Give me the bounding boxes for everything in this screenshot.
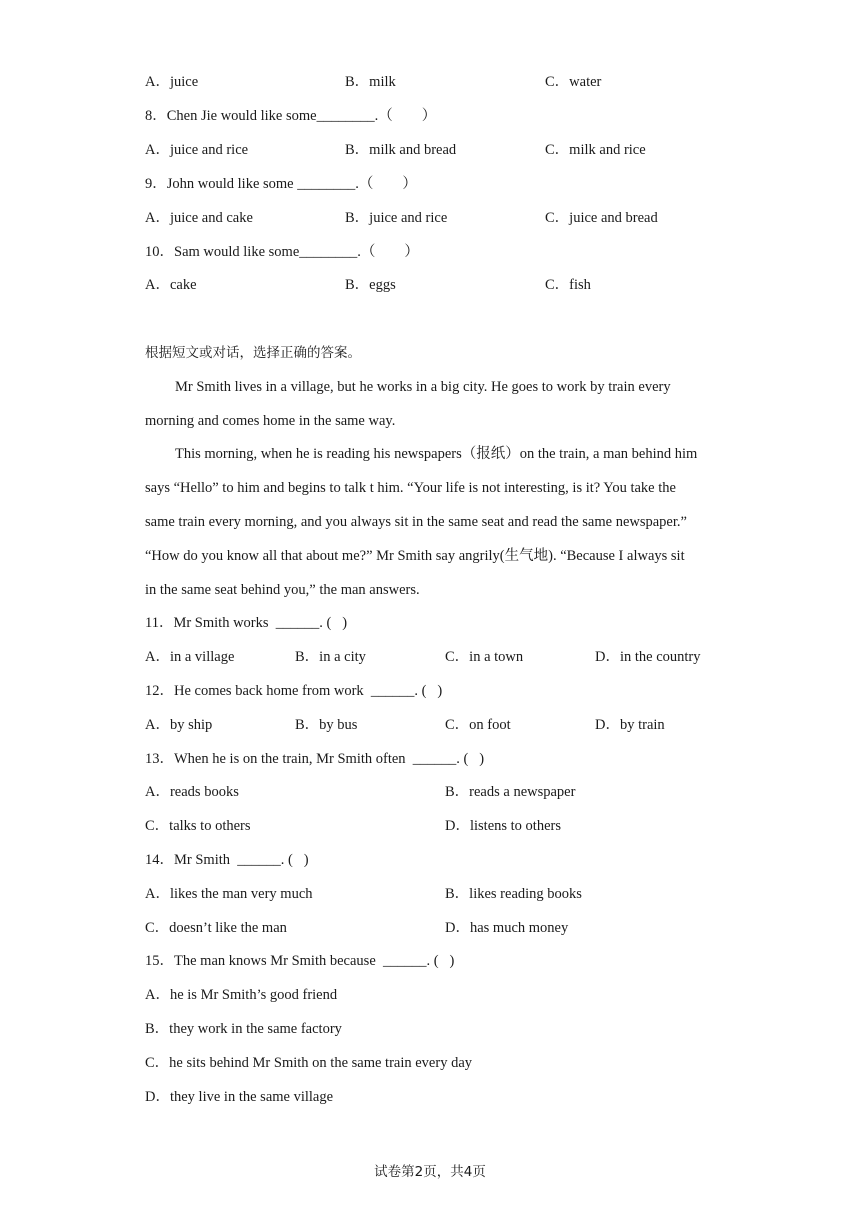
q13-option-a: A．reads books (145, 784, 239, 800)
q11-option-d: D．in the country (595, 649, 701, 665)
q12-option-b: B．by bus (295, 717, 358, 733)
q14-option-a: A．likes the man very much (145, 886, 313, 902)
q13-stem: 13．When he is on the train, Mr Smith often ______. ( ) (145, 751, 485, 767)
q12-stem: 12．He comes back home from work ______. ( ) (145, 683, 443, 699)
q14-option-b: B．likes reading books (445, 886, 582, 902)
q10-option-b: B．eggs (345, 277, 396, 293)
q11-option-b: B．in a city (295, 649, 366, 665)
q12-option-d: D．by train (595, 717, 665, 733)
q7-option-a: A．juice (145, 74, 199, 90)
passage-line-2: morning and comes home in the same way. (145, 413, 396, 429)
q15-option-b: B．they work in the same factory (145, 1021, 342, 1037)
q9-option-b: B．juice and rice (345, 210, 448, 226)
q15-stem: 15．The man knows Mr Smith because ______. ( ) (145, 953, 455, 969)
q9-option-c: C．juice and bread (545, 210, 658, 226)
q9-option-a: A．juice and cake (145, 210, 253, 226)
q10-option-a: A．cake (145, 277, 197, 293)
passage-line-7: in the same seat behind you,” the man answers. (145, 582, 420, 598)
passage-line-1: Mr Smith lives in a village, but he works in a big city. He goes to work by train every (175, 379, 671, 395)
passage-line-3: This morning, when he is reading his newspapers（报纸）on the train, a man behind him (175, 446, 698, 462)
q8-option-c: C．milk and rice (545, 142, 646, 158)
q10-option-c: C．fish (545, 277, 591, 293)
q14-option-c: C．doesn’t like the man (145, 920, 287, 936)
q15-option-c: C．he sits behind Mr Smith on the same train every day (145, 1055, 473, 1071)
page-footer: 试卷第2页，共4页 (374, 1164, 486, 1180)
q11-stem: 11．Mr Smith works ______. ( ) (145, 615, 348, 631)
q7-option-c: C．water (545, 74, 602, 90)
q14-stem: 14．Mr Smith ______. ( ) (145, 852, 309, 868)
q12-option-c: C．on foot (445, 717, 511, 733)
q8-option-a: A．juice and rice (145, 142, 249, 158)
q9-stem: 9．John would like some ________.（ ） (145, 176, 417, 192)
q11-option-a: A．in a village (145, 649, 235, 665)
passage-line-5: same train every morning, and you always sit in the same seat and read the same newspaper.” (145, 514, 687, 530)
q7-option-b: B．milk (345, 74, 396, 90)
q11-option-c: C．in a town (445, 649, 524, 665)
section-instruction: 根据短文或对话，选择正确的答案。 (145, 345, 361, 361)
q14-option-d: D．has much money (445, 920, 569, 936)
q12-option-a: A．by ship (145, 717, 213, 733)
q8-stem: 8．Chen Jie would like some________.（ ） (145, 108, 437, 124)
q13-option-d: D．listens to others (445, 818, 561, 834)
q15-option-d: D．they live in the same village (145, 1089, 334, 1105)
q15-option-a: A．he is Mr Smith’s good friend (145, 987, 338, 1003)
passage-line-4: says “Hello” to him and begins to talk t him. “Your life is not interesting, is it? You take the (145, 480, 676, 496)
q13-option-c: C．talks to others (145, 818, 251, 834)
q8-option-b: B．milk and bread (345, 142, 457, 158)
q10-stem: 10．Sam would like some________.（ ） (145, 244, 419, 260)
q13-option-b: B．reads a newspaper (445, 784, 576, 800)
passage-line-6: “How do you know all that about me?” Mr Smith say angrily(生气地). “Because I always sit (145, 548, 685, 564)
